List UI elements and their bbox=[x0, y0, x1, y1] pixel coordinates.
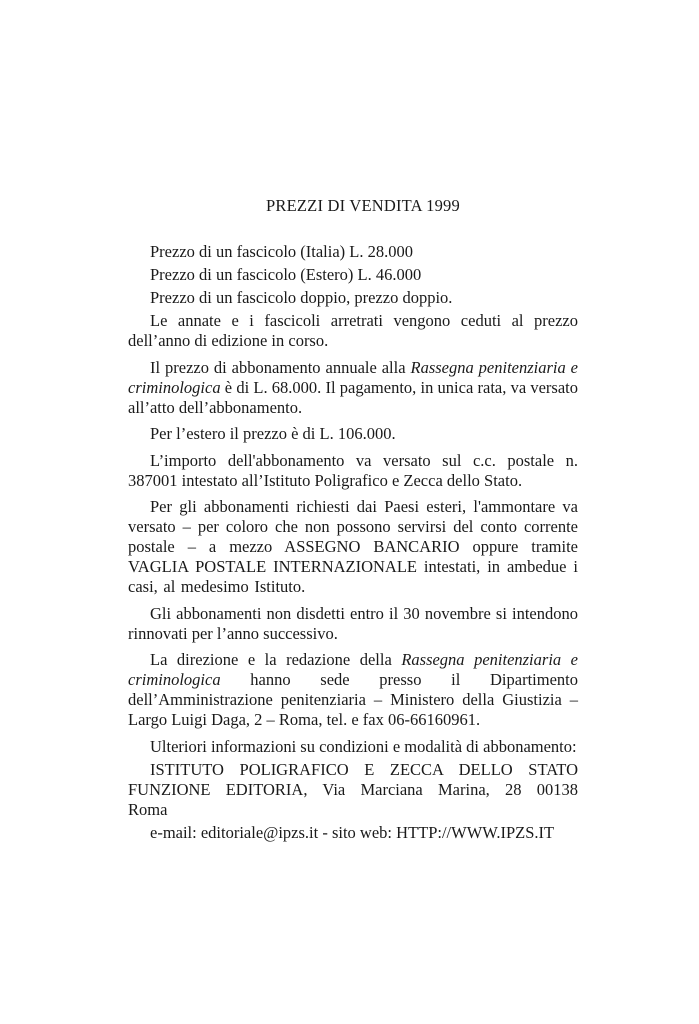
subscription-text-after: è di L. 68.000. Il pagamento, in unica rata, va versato all’atto dell’abbonamento. bbox=[128, 377, 578, 417]
editorial-office-paragraph bbox=[128, 650, 578, 730]
office-text-after: hanno sede presso il Dipartimento dell’Amministrazione penitenziaria – Ministero della Giustizia – Largo Luigi Daga, 2 – Roma, tel. e fax 06-66160961. bbox=[128, 670, 578, 729]
subscription-text-before: Il prezzo di abbonamento annuale alla bbox=[150, 357, 411, 377]
subscription-price-paragraph bbox=[128, 358, 578, 418]
contact-email-web: e-mail: editoriale@ipzs.it - sito web: HTTP://WWW.IPZS.IT bbox=[150, 822, 555, 842]
foreign-payment-info: Per gli abbonamenti richiesti dai Paesi esteri, l'ammontare va versato – per coloro che non possono servirsi del conto corrente postale – a mezzo ASSEGNO BANCARIO oppure tramite VAGLIA POSTALE INTERNAZIONALE intestati, in ambedue i casi, al medesimo Istituto. bbox=[128, 497, 578, 596]
journal-title-italic: Rassegna penitenziaria e criminologica bbox=[128, 357, 578, 397]
page-title: PREZZI DI VENDITA 1999 bbox=[266, 196, 460, 215]
further-info-label: Ulteriori informazioni su condizioni e modalità di abbonamento: bbox=[150, 736, 577, 756]
price-double-issue: Prezzo di un fascicolo doppio, prezzo doppio. bbox=[150, 288, 453, 307]
price-italy: Prezzo di un fascicolo (Italia) L. 28.000 bbox=[150, 242, 413, 261]
renewal-note: Gli abbonamenti non disdetti entro il 30 novembre si intendono rinnovati per l’anno successivo. bbox=[128, 603, 578, 643]
back-issues-note: Le annate e i fascicoli arretrati vengono ceduti al prezzo dell’anno di edizione in corso. bbox=[128, 311, 578, 350]
journal-title-italic: Rassegna penitenziaria e criminologica bbox=[128, 650, 578, 689]
office-text-before: La direzione e la redazione della bbox=[150, 650, 402, 669]
document-page bbox=[128, 196, 578, 849]
price-abroad: Prezzo di un fascicolo (Estero) L. 46.000 bbox=[150, 265, 422, 284]
payment-account-info: L’importo dell'abbonamento va versato sul c.c. postale n. 387001 intestato all’Istituto Poligrafico e Zecca dello Stato. bbox=[128, 450, 578, 490]
publisher-address: ISTITUTO POLIGRAFICO E ZECCA DELLO STATO FUNZIONE EDITORIA, Via Marciana Marina, 28 00138 Roma bbox=[128, 759, 578, 819]
foreign-price: Per l’estero il prezzo è di L. 106.000. bbox=[150, 424, 396, 443]
